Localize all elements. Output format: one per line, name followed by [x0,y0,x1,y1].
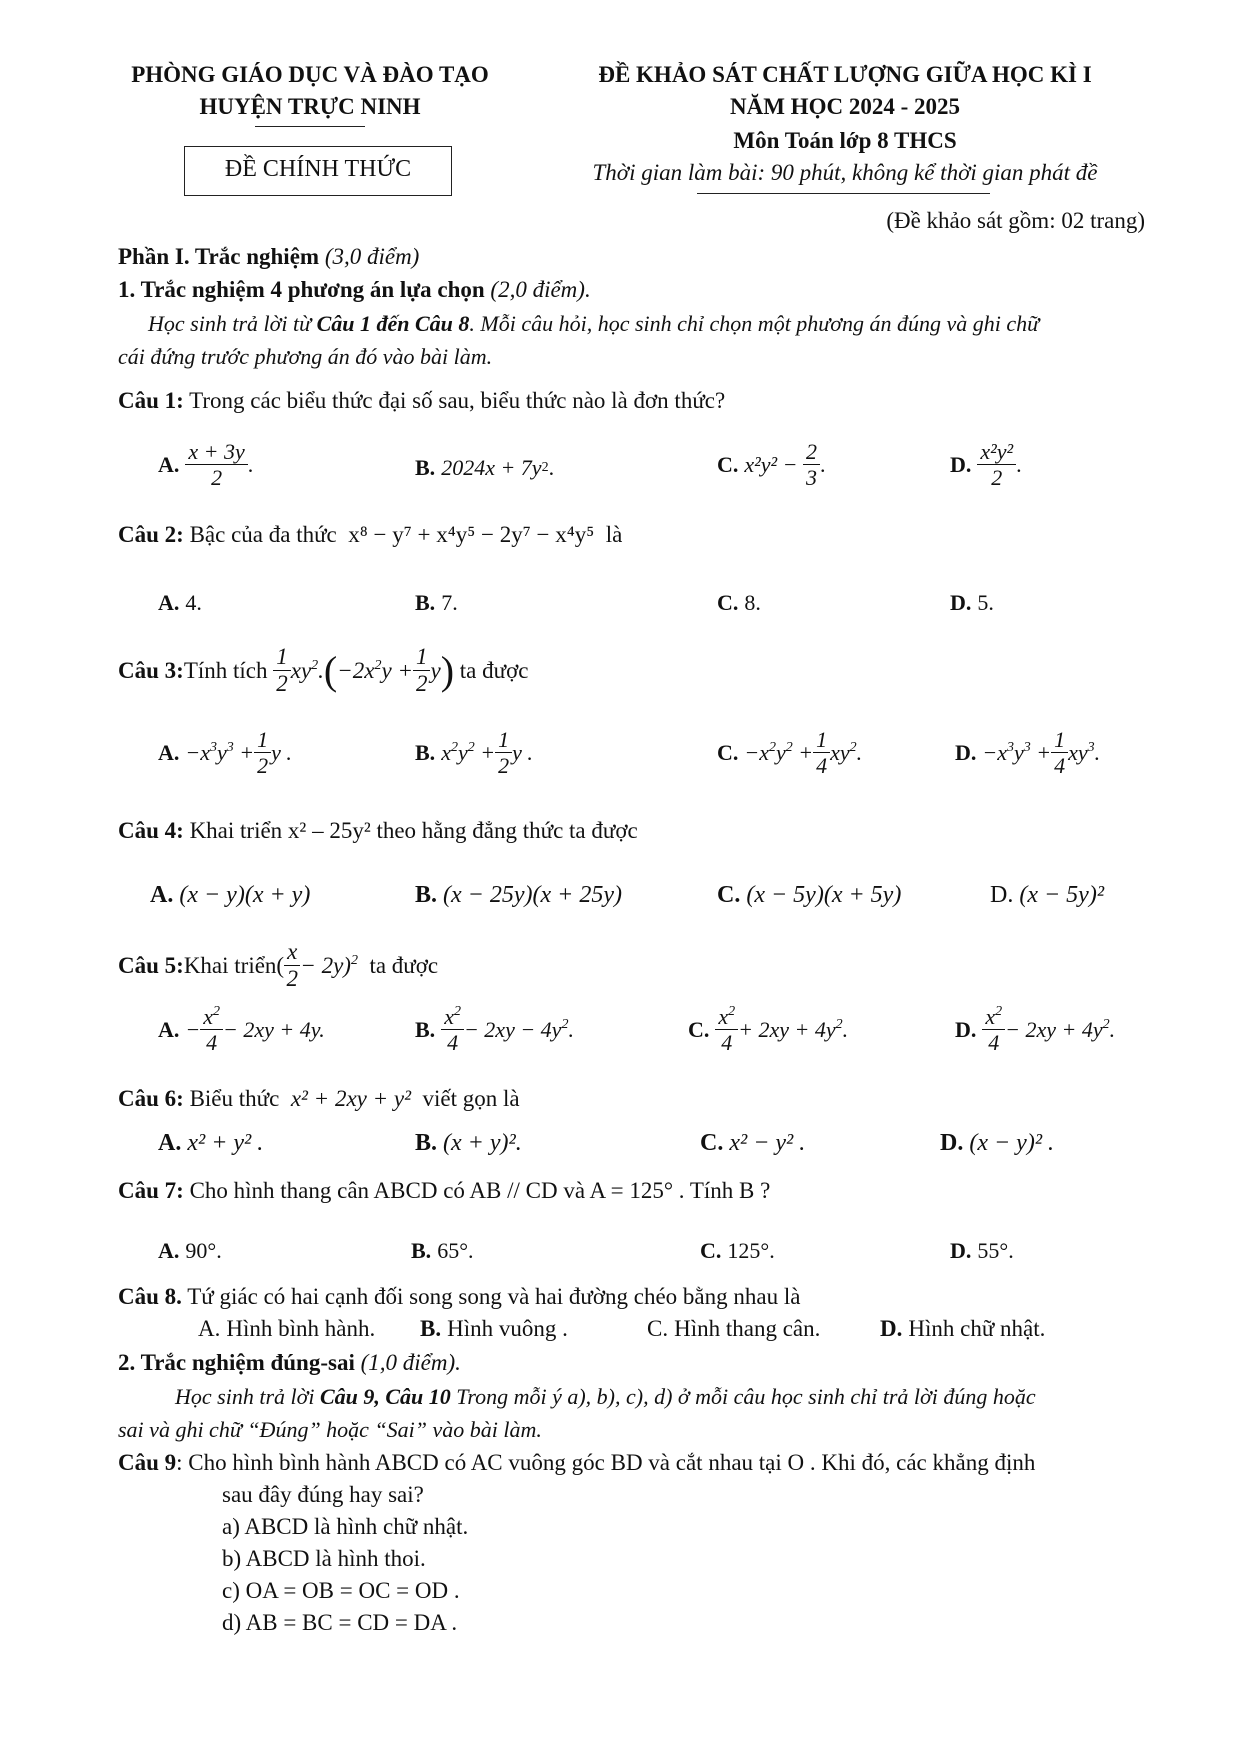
q7-option-c: C. 125°. [700,1238,775,1263]
q2-option-d: D. 5. [950,590,994,615]
q7-option-d: D. 55°. [950,1238,1014,1263]
district-name: HUYỆN TRỰC NINH [199,94,421,119]
q6-option-a: A. x² + y² . [158,1130,264,1156]
q4-option-d: D. (x − 5y)² [990,882,1105,908]
time-limit: Thời gian làm bài: 90 phút, không kể thời gian phát đề [592,160,1098,185]
q8-option-c: C. Hình thang cân. [647,1316,821,1341]
subject: Môn Toán lớp 8 THCS [733,128,957,153]
q6-option-b: B. (x + y)². [415,1130,522,1156]
question-3: Câu 3: Tính tích $\frac{1}{2}$ $xy^2$. ( $-2x^2y$ + $\frac{1}{2}$ y ) ta được [118,644,529,697]
q5-option-b: B. $\frac{x^2}{4}$ − $2xy - 4y^2$. [415,1004,574,1056]
q1-option-d: D. $\frac{\text{x²y²}}{2}$ . [950,439,1022,491]
section1-instruction: Học sinh trả lời từ Câu 1 đến Câu 8. Mỗi câu hỏi, học sinh chỉ chọn một phương án đúng và ghi chữ [148,311,1040,336]
section1-title: 1. Trắc nghiệm 4 phương án lựa chọn (2,0 điểm). [118,277,591,302]
q9-statement-c: c) OA = OB = OC = OD . [222,1578,460,1603]
q2-option-c: C. 8. [717,590,761,615]
q2-option-b: B. 7. [415,590,458,615]
district-underline [255,126,365,127]
q1-option-b: B. 2024x + 7y 2 . [415,455,555,480]
q9-statement-b: b) ABCD là hình thoi. [222,1546,426,1571]
q7-option-a: A. 90°. [158,1238,222,1263]
q7-option-b: B. 65°. [411,1238,474,1263]
q5-option-c: C. $\frac{x^2}{4}$ + $2xy + 4y^2$. [688,1004,849,1056]
exam-title: ĐỀ KHẢO SÁT CHẤT LƯỢNG GIỮA HỌC KÌ I [598,62,1092,87]
q3-option-a: A. $-x^3y^3$ + $\frac{1}{2}$ y . [158,727,292,779]
q4-option-a: A. (x − y)(x + y) [150,882,311,908]
q9-statement-d: d) AB = BC = CD = DA . [222,1610,458,1635]
time-underline [697,193,990,194]
question-6: Câu 6: Biểu thức x² + 2xy + y² viết gọn là [118,1086,520,1111]
question-7: Câu 7: Cho hình thang cân ABCD có AB // CD và A = 125° . Tính B ? [118,1178,771,1203]
question-5: Câu 5: Khai triển ( $\frac{x}{2}$ − 2y)$^2$ ta được [118,939,439,992]
question-8: Câu 8. Tứ giác có hai cạnh đối song song và hai đường chéo bằng nhau là [118,1284,801,1309]
q1-option-a: A. $\frac{x + 3y}{2}$ . [158,439,254,491]
section2-instruction-line2: sai và ghi chữ “Đúng” hoặc “Sai” vào bài làm. [118,1417,542,1442]
q5-option-d: D. $\frac{x^2}{4}$ − $2xy + 4y^2$. [955,1004,1116,1056]
q6-option-d: D. (x − y)² . [940,1130,1055,1156]
official-label: ĐỀ CHÍNH THỨC [224,156,412,182]
q5-option-a: A. − $\frac{x^2}{4}$ − 2xy + 4y. [158,1004,325,1056]
q2-option-a: A. 4. [158,590,202,615]
question-4: Câu 4: Khai triển x² – 25y² theo hằng đẳng thức ta được [118,818,638,843]
q4-option-b: B. (x − 25y)(x + 25y) [415,882,622,908]
department-name: PHÒNG GIÁO DỤC VÀ ĐÀO TẠO [131,62,489,87]
q6-option-c: C. x² − y² . [700,1130,806,1156]
q3-option-d: D. $-x^3y^3$ + $\frac{1}{4}$ $xy^3$. [955,727,1101,779]
q4-option-c: C. (x − 5y)(x + 5y) [717,882,902,908]
q8-option-a: A. Hình bình hành. [198,1316,376,1341]
question-2: Câu 2: Bậc của đa thức x⁸ − y⁷ + x⁴y⁵ − 2y⁷ − x⁴y⁵ là [118,522,623,547]
section2-title: 2. Trắc nghiệm đúng-sai (1,0 điểm). [118,1350,461,1375]
question-1: Câu 1: Trong các biểu thức đại số sau, biểu thức nào là đơn thức? [118,388,726,413]
q3-option-b: B. $x^2y^2$ + $\frac{1}{2}$ y . [415,727,533,779]
q8-option-b: B. Hình vuông . [420,1316,568,1341]
q8-option-d: D. Hình chữ nhật. [880,1316,1046,1341]
school-year: NĂM HỌC 2024 - 2025 [730,94,960,119]
question-9: Câu 9: Cho hình bình hành ABCD có AC vuông góc BD và cắt nhau tại O . Khi đó, các khẳng định [118,1450,1036,1475]
q9-statement-a: a) ABCD là hình chữ nhật. [222,1514,469,1539]
q3-option-c: C. $-x^2y^2$ + $\frac{1}{4}$ $xy^2$. [717,727,863,779]
section2-instruction: Học sinh trả lời Câu 9, Câu 10 Trong mỗi ý a), b), c), d) ở mỗi câu học sinh chỉ trả lời đúng hoặc [175,1384,1036,1409]
q1-option-c: C. x²y² − $\frac{2}{3}$ . [717,439,826,491]
section1-instruction-line2: cái đứng trước phương án đó vào bài làm. [118,344,493,369]
pages-note: (Đề khảo sát gồm: 02 trang) [886,208,1145,233]
part1-title: Phần I. Trắc nghiệm (3,0 điểm) [118,244,420,269]
question-9-line2: sau đây đúng hay sai? [222,1482,424,1507]
